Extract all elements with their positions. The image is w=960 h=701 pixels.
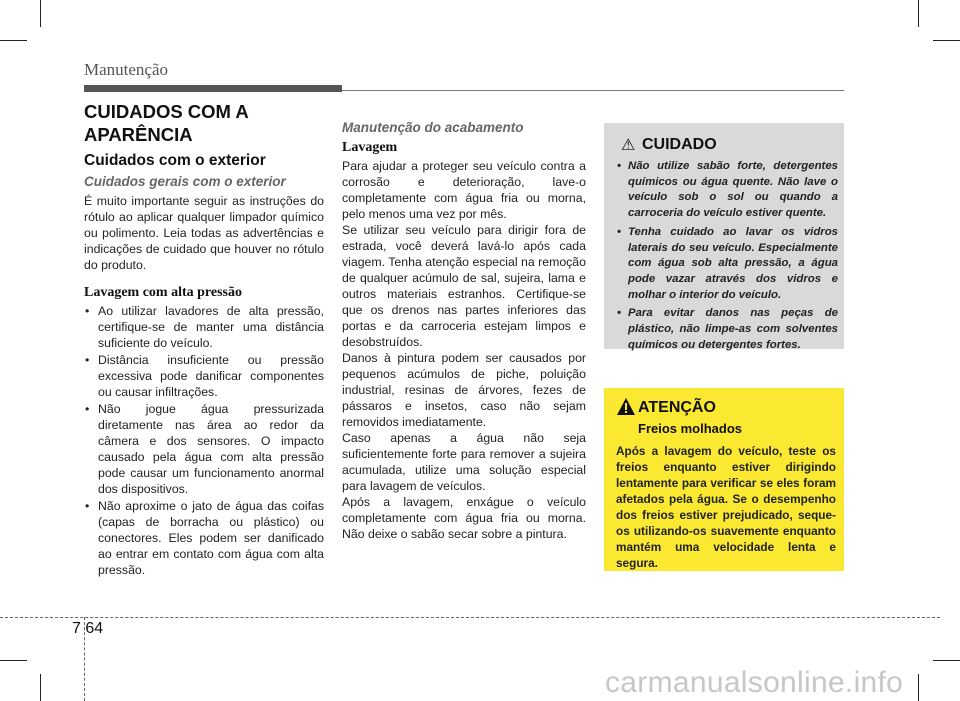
caution-box <box>604 123 844 349</box>
watermark: carmanualsonline.info <box>605 666 904 699</box>
list-item: • Para evitar danos nas peças de plástico, não limpe-as com solventes químicos ou detergentes fortes. <box>616 306 838 353</box>
caution-list <box>616 159 838 356</box>
list-item: • Não jogue água pressurizada diretamente nas área ao redor da câmera e dos sensores. O impacto causado pela água com alta pressão pode causar um funcionamento anormal dos dispositivos. <box>84 401 324 497</box>
crop-mark <box>0 660 27 661</box>
header-bar <box>84 85 342 92</box>
crop-mark <box>933 40 960 41</box>
list-item: • Distância insuficiente ou pressão excessiva pode danificar componentes ou causar infiltrações. <box>84 352 324 400</box>
footer-rule <box>0 617 940 618</box>
crop-mark <box>918 0 919 27</box>
list-item: • Ao utilizar lavadores de alta pressão, certifique-se de manter uma distância suficiente do veículo. <box>84 303 324 351</box>
warning-triangle-filled-icon <box>617 398 635 415</box>
paragraph: Caso apenas a água não seja suficientemente forte para remover a sujeira acumulada, utilize uma solução especial para lavagem de veículos. <box>342 431 586 493</box>
paragraph: Se utilizar seu veículo para dirigir fora de estrada, você deverá lavá-lo após cada viagem. Tenha atenção especial na remoção de qualquer acúmulo de sal, sujeira, lama e outros materiais estranhos. Certifique-se que os drenos nas partes inferiores das portas e da carroceria estejam limpos e desobstruídos. <box>342 223 586 349</box>
caution-title: CUIDADO <box>642 136 717 153</box>
warning-subtitle: Freios molhados <box>638 421 743 436</box>
crop-mark <box>933 660 960 661</box>
middle-column <box>342 120 586 542</box>
warning-body: Após a lavagem do veículo, teste os freios enquanto estiver dirigindo lentamente para verificar se eles foram afetados pela água. Se o desempenho dos freios estiver prejudicado, seque-os utilizando-os suavemente enquanto mantém uma velocidade lenta e segura. <box>616 444 836 570</box>
subsubtitle: Cuidados gerais com o exterior <box>84 174 286 189</box>
crop-mark <box>40 674 41 701</box>
section-title: Manutenção <box>84 60 169 79</box>
intro-paragraph: É muito importante seguir as instruções do rótulo ao aplicar qualquer limpador químico ou polimento. Leia todas as advertências e indicações de cuidado que houver no rótulo do produto. <box>84 194 324 272</box>
list-item: • Não aproxime o jato de água das coifas (capas de borracha ou plástico) ou conectores. Eles podem ser danificado ao entrar em contato com água com alta pressão. <box>84 498 324 578</box>
pressure-heading: Lavagem com alta pressão <box>84 285 242 300</box>
crop-mark <box>40 0 41 27</box>
list-item: • Tenha cuidado ao lavar os vidros laterais do seu veículo. Especialmente com água sob alta pressão, a água pode vazar através dos vidros e molhar o interior do veículo. <box>616 225 838 304</box>
header-rule <box>342 90 844 91</box>
paragraph: Após a lavagem, enxágue o veículo completamente com água fria ou morna. Não deixe o sabão secar sobre a pintura. <box>342 495 586 541</box>
page-number: 7 64 <box>72 620 104 637</box>
finish-heading: Manutenção do acabamento <box>342 120 524 135</box>
paragraph: Para ajudar a proteger seu veículo contra a corrosão e deterioração, lave-o completamente com água fria ou morna, pelo menos uma vez por mês. <box>342 159 586 221</box>
subtitle: Cuidados com o exterior <box>84 152 266 169</box>
crop-mark <box>918 674 919 701</box>
pressure-list <box>84 303 324 578</box>
left-column <box>84 100 324 579</box>
warning-triangle-outline-icon: ⚠ <box>621 137 636 154</box>
crop-mark <box>0 40 27 41</box>
paragraph: Danos à pintura podem ser causados por pequenos acúmulos de piche, poluição industrial, resinas de árvores, fezes de pássaros e insetos, caso não sejam removidos imediatamente. <box>342 351 586 429</box>
list-item: • Não utilize sabão forte, detergentes químicos ou água quente. Não lave o veículo sob o sol ou quando a carroceria do veículo estiver quente. <box>616 159 838 222</box>
washing-heading: Lavagem <box>342 140 398 155</box>
warning-box <box>604 388 844 571</box>
warning-title: ATENÇÃO <box>638 399 716 416</box>
main-title: CUIDADOS COM A APARÊNCIA <box>84 101 249 145</box>
